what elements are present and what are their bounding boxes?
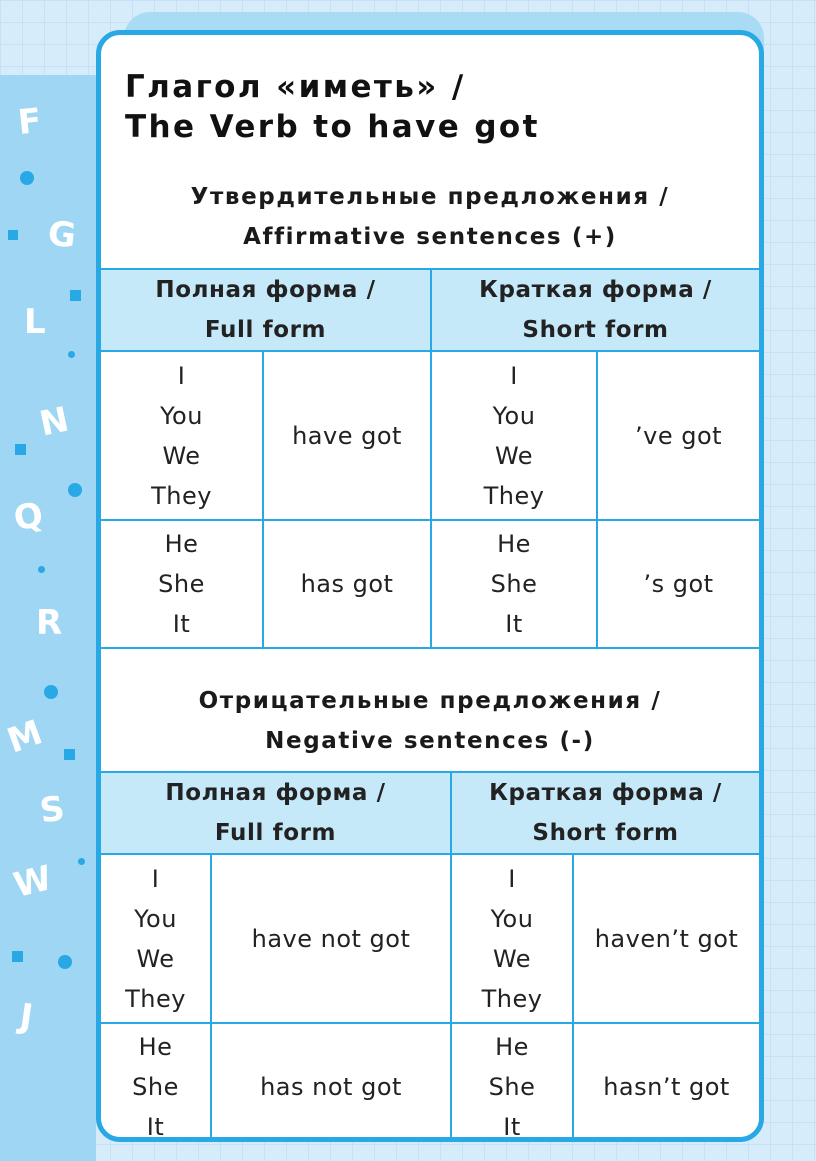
decor-dot: [38, 566, 45, 573]
pronoun: He: [164, 530, 199, 558]
verb-form-cell: ’ve got: [597, 351, 759, 520]
pronoun: I: [508, 864, 516, 893]
pronoun: I: [510, 361, 518, 390]
decor-dot: [70, 290, 81, 301]
pronoun: We: [494, 441, 534, 470]
pronoun: They: [481, 984, 543, 1013]
pronoun: It: [503, 1113, 521, 1141]
table-row: [101, 351, 759, 520]
pronoun: You: [160, 401, 203, 430]
pronoun-cell: [101, 854, 211, 1023]
pronoun-cell: [431, 351, 597, 520]
full-form-header: [101, 772, 451, 854]
pronoun: You: [490, 904, 534, 933]
affirmative-table: [101, 268, 759, 649]
affirmative-heading-ru: Утвердительные предложения /: [190, 184, 670, 210]
title-line-ru: Глагол «иметь» /: [125, 69, 466, 105]
verb-form-cell: has not got: [211, 1023, 451, 1142]
decor-dot: [20, 171, 34, 185]
pronoun: She: [488, 1073, 536, 1101]
pronoun: She: [132, 1073, 179, 1101]
negative-table: [101, 771, 759, 1142]
pronoun: He: [495, 1033, 529, 1061]
pronoun: They: [125, 984, 186, 1013]
header-label: Short form: [532, 820, 679, 846]
pronoun-cell: [101, 351, 263, 520]
side-letter: S: [37, 788, 68, 832]
pronoun: You: [492, 401, 536, 430]
decor-dot: [68, 351, 75, 358]
header-label: Short form: [522, 317, 669, 343]
verb-form-cell: have not got: [211, 854, 451, 1023]
pronoun: She: [158, 570, 205, 598]
pronoun-cell: [431, 520, 597, 648]
side-letter: W: [9, 858, 56, 906]
decor-dot: [12, 951, 23, 962]
header-label: Полная форма /: [165, 780, 386, 806]
side-letter: G: [45, 213, 78, 257]
table-header-row: [101, 269, 759, 351]
affirmative-heading-en: Affirmative sentences (+): [243, 224, 617, 250]
negative-heading-ru: Отрицательные предложения /: [198, 688, 662, 714]
header-label: Краткая форма /: [479, 277, 712, 303]
pronoun: We: [162, 441, 201, 470]
pronoun: I: [177, 361, 186, 390]
header-label: Full form: [214, 820, 337, 846]
table-row: [101, 1023, 759, 1142]
decor-dot: [68, 483, 82, 497]
side-letter: L: [24, 302, 46, 342]
side-letter: Q: [10, 494, 47, 540]
header-label: Краткая форма /: [489, 780, 722, 806]
verb-form-cell: haven’t got: [573, 854, 759, 1023]
pronoun: We: [492, 944, 532, 973]
pronoun: He: [497, 530, 531, 558]
full-form-header: [101, 269, 431, 351]
pronoun: We: [136, 944, 175, 973]
side-letter-strip: [0, 75, 96, 1161]
side-letter: N: [36, 399, 73, 445]
pronoun: I: [151, 864, 160, 893]
header-label: Full form: [204, 317, 327, 343]
pronoun: You: [134, 904, 177, 933]
negative-heading-en: Negative sentences (-): [265, 728, 595, 754]
short-form-header: [451, 772, 759, 854]
decor-dot: [58, 955, 72, 969]
table-row: [101, 854, 759, 1023]
pronoun: It: [505, 610, 523, 638]
decor-dot: [8, 230, 18, 240]
pronoun: They: [151, 481, 212, 510]
negative-heading: [101, 681, 759, 761]
pronoun: It: [146, 1113, 165, 1141]
decor-dot: [44, 685, 58, 699]
pronoun: They: [483, 481, 545, 510]
grammar-card: [96, 30, 764, 1142]
side-letter: R: [36, 603, 63, 643]
pronoun-cell: [451, 854, 573, 1023]
affirmative-heading: [101, 177, 759, 257]
pronoun-cell: [101, 520, 263, 648]
short-form-header: [431, 269, 759, 351]
pronoun: It: [172, 610, 191, 638]
verb-form-cell: have got: [263, 351, 431, 520]
table-header-row: [101, 772, 759, 854]
table-row: [101, 520, 759, 648]
pronoun: She: [490, 570, 538, 598]
title-line-en: The Verb to have got: [125, 109, 540, 145]
header-label: Полная форма /: [155, 277, 376, 303]
verb-form-cell: has got: [263, 520, 431, 648]
pronoun-cell: [451, 1023, 573, 1142]
decor-dot: [15, 444, 26, 455]
verb-form-cell: hasn’t got: [573, 1023, 759, 1142]
decor-dot: [64, 749, 75, 760]
page-title: [125, 67, 540, 147]
pronoun: He: [138, 1033, 173, 1061]
decor-dot: [78, 858, 85, 865]
side-letter: F: [15, 100, 44, 144]
verb-form-cell: ’s got: [597, 520, 759, 648]
side-letter: J: [17, 996, 36, 1038]
side-letter: M: [2, 712, 48, 762]
pronoun-cell: [101, 1023, 211, 1142]
